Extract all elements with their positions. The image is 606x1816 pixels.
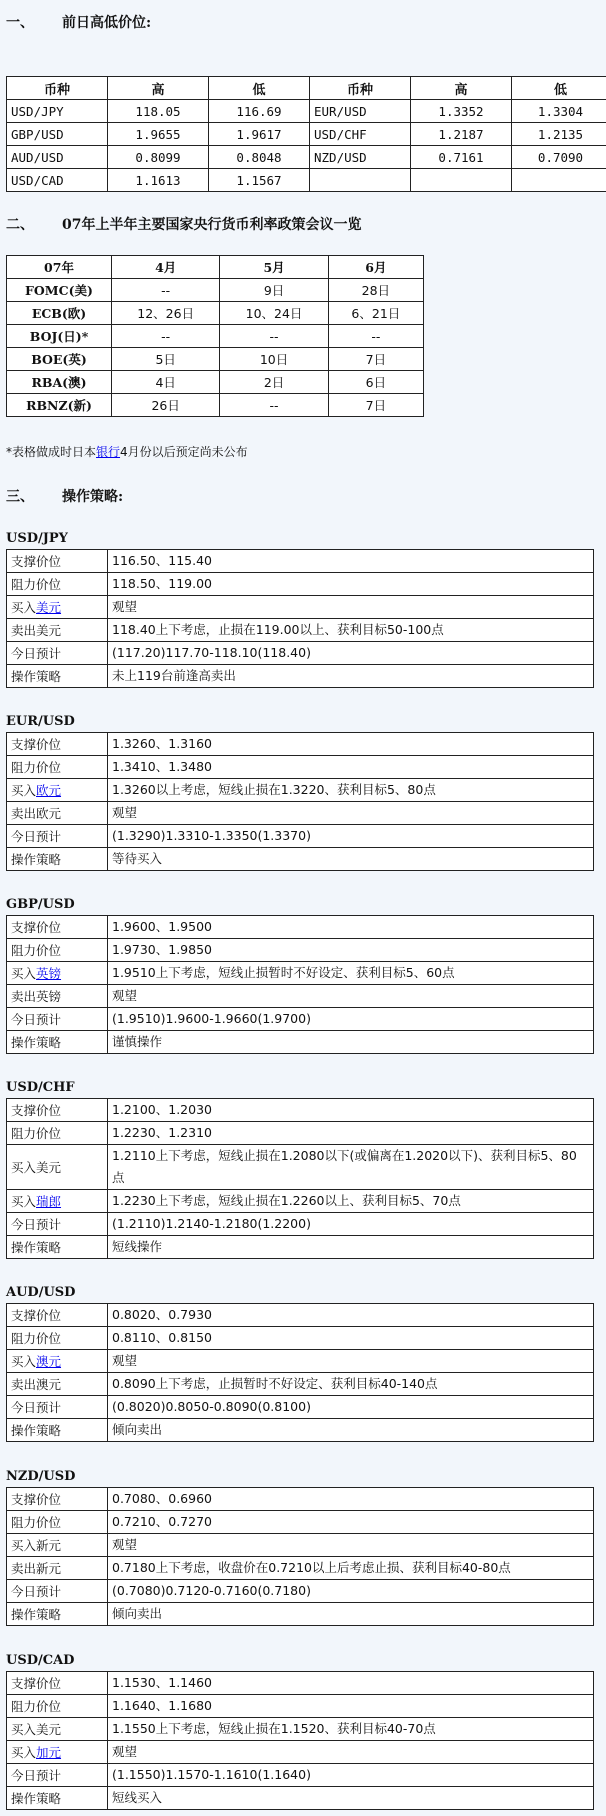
table-row [7, 916, 594, 939]
table-row [7, 1190, 594, 1213]
header-cell: 高 [108, 77, 209, 100]
row-value: (1.3290)1.3310-1.3350(1.3370) [108, 825, 594, 848]
row-value: 短线买入 [108, 1787, 594, 1810]
row-label-text: 今日预计 [11, 829, 62, 844]
date-cell: -- [112, 279, 220, 302]
pair-cell: USD/CAD [7, 169, 108, 192]
table-row [7, 1236, 594, 1259]
row-label [7, 1008, 108, 1031]
header-cell: 6月 [328, 256, 423, 279]
table-row [7, 733, 594, 756]
date-cell: -- [328, 325, 423, 348]
row-label-text: 买入 [11, 783, 37, 798]
date-cell: 6日 [328, 371, 423, 394]
date-cell: 2日 [220, 371, 328, 394]
section-number: 一、 [6, 15, 34, 31]
row-value: 短线操作 [108, 1236, 594, 1259]
currency-link[interactable]: 澳元 [36, 1354, 62, 1369]
row-label [7, 1236, 108, 1259]
row-value: 谨慎操作 [108, 1031, 594, 1054]
value-cell: 0.8048 [209, 146, 310, 169]
row-label-text: 买入 [11, 1745, 37, 1760]
row-label-text: 支撑价位 [11, 920, 62, 935]
row-value: 倾向卖出 [108, 1603, 594, 1626]
value-cell: 1.2187 [411, 123, 512, 146]
row-value: (1.1550)1.1570-1.1610(1.1640) [108, 1764, 594, 1787]
row-label [7, 1373, 108, 1396]
row-label [7, 1327, 108, 1350]
row-label-text: 买入 [11, 966, 37, 981]
row-label-text: 支撑价位 [11, 1492, 62, 1507]
row-label [7, 1534, 108, 1557]
row-label-text: 今日预计 [11, 1584, 62, 1599]
date-cell: 5日 [112, 348, 220, 371]
row-value: 116.50、115.40 [108, 550, 594, 573]
value-cell: 0.7161 [411, 146, 512, 169]
currency-link[interactable]: 英镑 [36, 966, 62, 981]
row-value: 1.3260以上考虑，短线止损在1.3220、获利目标5、80点 [108, 779, 594, 802]
currency-link[interactable]: 瑞郎 [36, 1194, 62, 1209]
header-cell: 低 [512, 77, 606, 100]
row-value: 1.3410、1.3480 [108, 756, 594, 779]
price-table [6, 76, 606, 192]
table-row [7, 169, 606, 192]
table-row [7, 1419, 594, 1442]
section-title: 操作策略: [62, 489, 124, 505]
table-row [7, 1145, 594, 1190]
table-row [7, 825, 594, 848]
header-cell: 4月 [112, 256, 220, 279]
row-label [7, 802, 108, 825]
table-row [7, 146, 606, 169]
strategy-pair-title: GBP/USD [6, 897, 75, 912]
table-row [7, 1373, 594, 1396]
row-value: 1.1530、1.1460 [108, 1672, 594, 1695]
section-3-heading [6, 486, 123, 506]
row-label-text: 阻力价位 [11, 577, 62, 592]
row-value: (0.7080)0.7120-0.7160(0.7180) [108, 1580, 594, 1603]
table-row [7, 1304, 594, 1327]
row-label-text: 买入新元 [11, 1538, 62, 1553]
table-row [7, 1327, 594, 1350]
row-value: (1.2110)1.2140-1.2180(1.2200) [108, 1213, 594, 1236]
row-label [7, 642, 108, 665]
row-label-text: 买入美元 [11, 1160, 62, 1175]
row-label [7, 825, 108, 848]
date-cell: -- [112, 325, 220, 348]
row-label-text: 阻力价位 [11, 1515, 62, 1530]
header-cell: 低 [209, 77, 310, 100]
table-row [7, 802, 594, 825]
table-row [7, 1213, 594, 1236]
row-label-text: 操作策略 [11, 1035, 62, 1050]
pair-cell: GBP/USD [7, 123, 108, 146]
row-value: 未上119台前逢高卖出 [108, 665, 594, 688]
row-label-text: 操作策略 [11, 852, 62, 867]
strategy-pair-title: NZD/USD [6, 1469, 76, 1484]
row-value: 1.1550上下考虑，短线止损在1.1520、获利目标40-70点 [108, 1718, 594, 1741]
table-row [7, 642, 594, 665]
row-label [7, 573, 108, 596]
row-label [7, 1350, 108, 1373]
empty-cell [411, 169, 512, 192]
table-row [7, 756, 594, 779]
bank-cell: FOMC(美) [7, 279, 112, 302]
strategy-pair-title: USD/CHF [6, 1080, 75, 1095]
row-label [7, 1580, 108, 1603]
row-label-text: 阻力价位 [11, 1331, 62, 1346]
row-label [7, 916, 108, 939]
row-value: 118.40上下考虑，止损在119.00以上、获利目标50-100点 [108, 619, 594, 642]
header-cell: 高 [411, 77, 512, 100]
strategy-table [6, 732, 594, 871]
row-label [7, 939, 108, 962]
section-title: 07年上半年主要国家央行货币利率政策会议一览 [62, 217, 362, 233]
table-row [7, 1031, 594, 1054]
row-label-text: 卖出欧元 [11, 806, 62, 821]
row-value: 0.8020、0.7930 [108, 1304, 594, 1327]
table-row [7, 550, 594, 573]
row-value: 1.1640、1.1680 [108, 1695, 594, 1718]
row-label [7, 779, 108, 802]
row-label [7, 596, 108, 619]
row-value: 等待买入 [108, 848, 594, 871]
row-label [7, 985, 108, 1008]
row-label [7, 848, 108, 871]
row-label-text: 阻力价位 [11, 943, 62, 958]
row-label-text: 买入 [11, 1194, 37, 1209]
header-cell: 07年 [7, 256, 112, 279]
row-value: 观望 [108, 802, 594, 825]
table-row [7, 573, 594, 596]
date-cell: 7日 [328, 394, 423, 417]
pair-cell: AUD/USD [7, 146, 108, 169]
date-cell: 10、24日 [220, 302, 328, 325]
table-row [7, 985, 594, 1008]
row-value: 1.9730、1.9850 [108, 939, 594, 962]
row-value: 0.7210、0.7270 [108, 1511, 594, 1534]
row-value: 观望 [108, 1534, 594, 1557]
row-label [7, 1787, 108, 1810]
row-label-text: 支撑价位 [11, 1676, 62, 1691]
pair-cell: NZD/USD [310, 146, 411, 169]
row-label-text: 阻力价位 [11, 1126, 62, 1141]
row-label-text: 阻力价位 [11, 1699, 62, 1714]
pair-cell: USD/CHF [310, 123, 411, 146]
row-value: 0.7080、0.6960 [108, 1488, 594, 1511]
row-label [7, 1304, 108, 1327]
row-label-text: 今日预计 [11, 1012, 62, 1027]
row-label-text: 今日预计 [11, 1400, 62, 1415]
strategy-table [6, 549, 594, 688]
row-label-text: 操作策略 [11, 669, 62, 684]
row-label-text: 操作策略 [11, 1791, 62, 1806]
row-label [7, 1145, 108, 1190]
strategy-table [6, 1098, 594, 1259]
value-cell: 116.69 [209, 100, 310, 123]
row-value: (0.8020)0.8050-0.8090(0.8100) [108, 1396, 594, 1419]
table-row [7, 1764, 594, 1787]
row-label [7, 1672, 108, 1695]
row-value: (117.20)117.70-118.10(118.40) [108, 642, 594, 665]
row-value: 0.8090上下考虑，止损暂时不好设定、获利目标40-140点 [108, 1373, 594, 1396]
row-label [7, 550, 108, 573]
row-label [7, 1603, 108, 1626]
row-value: 观望 [108, 1741, 594, 1764]
row-label [7, 1718, 108, 1741]
strategy-pair-title: AUD/USD [6, 1285, 76, 1300]
row-value: 倾向卖出 [108, 1419, 594, 1442]
row-label [7, 1557, 108, 1580]
row-label [7, 665, 108, 688]
currency-link[interactable]: 美元 [36, 600, 62, 615]
row-value: 1.2230、1.2310 [108, 1122, 594, 1145]
row-label [7, 1031, 108, 1054]
row-label [7, 1396, 108, 1419]
row-label [7, 1695, 108, 1718]
row-label-text: 买入 [11, 1354, 37, 1369]
header-cell: 5月 [220, 256, 328, 279]
row-value: 观望 [108, 1350, 594, 1373]
header-cell: 币种 [310, 77, 411, 100]
value-cell: 1.3304 [512, 100, 606, 123]
bank-cell: RBA(澳) [7, 371, 112, 394]
strategy-table [6, 1487, 594, 1626]
table-row [7, 123, 606, 146]
footnote [6, 443, 248, 460]
table-row [7, 1718, 594, 1741]
row-label [7, 1764, 108, 1787]
row-value: 0.8110、0.8150 [108, 1327, 594, 1350]
table-row [7, 1511, 594, 1534]
table-row [7, 1672, 594, 1695]
row-label [7, 1511, 108, 1534]
pair-cell: EUR/USD [310, 100, 411, 123]
row-label-text: 买入美元 [11, 1722, 62, 1737]
row-label-text: 卖出新元 [11, 1561, 62, 1576]
row-label [7, 733, 108, 756]
empty-cell [310, 169, 411, 192]
row-value: 1.9600、1.9500 [108, 916, 594, 939]
row-label [7, 1122, 108, 1145]
price-table-header [7, 77, 606, 100]
bank-cell: BOE(英) [7, 348, 112, 371]
value-cell: 118.05 [108, 100, 209, 123]
section-2-heading [6, 214, 361, 234]
date-cell: 10日 [220, 348, 328, 371]
strategy-pair-title: USD/CAD [6, 1653, 75, 1668]
row-label-text: 操作策略 [11, 1240, 62, 1255]
strategy-pair-title: EUR/USD [6, 714, 75, 729]
strategy-table [6, 1303, 594, 1442]
table-row [7, 394, 424, 417]
value-cell: 0.8099 [108, 146, 209, 169]
row-label-text: 支撑价位 [11, 1308, 62, 1323]
date-cell: 28日 [328, 279, 423, 302]
row-label [7, 1741, 108, 1764]
row-label [7, 962, 108, 985]
value-cell: 1.9617 [209, 123, 310, 146]
table-row [7, 1350, 594, 1373]
table-row [7, 596, 594, 619]
row-label [7, 1190, 108, 1213]
value-cell: 1.1567 [209, 169, 310, 192]
row-value: (1.9510)1.9600-1.9660(1.9700) [108, 1008, 594, 1031]
date-cell: 12、26日 [112, 302, 220, 325]
value-cell: 1.3352 [411, 100, 512, 123]
table-row [7, 665, 594, 688]
table-row [7, 371, 424, 394]
value-cell: 1.2135 [512, 123, 606, 146]
table-row [7, 939, 594, 962]
strategy-pair-title: USD/JPY [6, 531, 68, 546]
row-label-text: 阻力价位 [11, 760, 62, 775]
table-row [7, 962, 594, 985]
row-value: 1.3260、1.3160 [108, 733, 594, 756]
row-value: 118.50、119.00 [108, 573, 594, 596]
table-row [7, 1488, 594, 1511]
row-label-text: 支撑价位 [11, 554, 62, 569]
table-row [7, 325, 424, 348]
header-cell: 币种 [7, 77, 108, 100]
strategy-table [6, 1671, 594, 1810]
value-cell: 1.9655 [108, 123, 209, 146]
table-row [7, 1099, 594, 1122]
table-row [7, 1534, 594, 1557]
table-row [7, 100, 606, 123]
row-label [7, 619, 108, 642]
table-row [7, 1122, 594, 1145]
bank-link[interactable]: 银行 [96, 445, 121, 459]
table-row [7, 302, 424, 325]
date-cell: 7日 [328, 348, 423, 371]
row-label-text: 操作策略 [11, 1423, 62, 1438]
row-label-text: 支撑价位 [11, 737, 62, 752]
date-cell: 4日 [112, 371, 220, 394]
row-label-text: 今日预计 [11, 646, 62, 661]
section-1-heading [6, 12, 151, 32]
row-label-text: 买入 [11, 600, 37, 615]
table-row [7, 1557, 594, 1580]
table-row [7, 1741, 594, 1764]
value-cell: 0.7090 [512, 146, 606, 169]
strategy-table [6, 915, 594, 1054]
table-row [7, 279, 424, 302]
row-label [7, 1419, 108, 1442]
row-value: 0.7180上下考虑，收盘价在0.7210以上后考虑止损、获利目标40-80点 [108, 1557, 594, 1580]
footnote-text: *表格做成时日本 [6, 445, 97, 459]
row-label-text: 卖出澳元 [11, 1377, 62, 1392]
table-row [7, 1008, 594, 1031]
section-title: 前日高低价位: [62, 15, 152, 31]
row-label [7, 1213, 108, 1236]
date-cell: -- [220, 325, 328, 348]
table-row [7, 1695, 594, 1718]
meeting-table [6, 255, 424, 417]
currency-link[interactable]: 加元 [36, 1745, 62, 1760]
row-label-text: 今日预计 [11, 1217, 62, 1232]
table-row [7, 1603, 594, 1626]
row-label-text: 支撑价位 [11, 1103, 62, 1118]
row-label-text: 卖出英镑 [11, 989, 62, 1004]
row-label-text: 卖出美元 [11, 623, 62, 638]
row-value: 观望 [108, 596, 594, 619]
table-row [7, 1580, 594, 1603]
empty-cell [512, 169, 606, 192]
row-value: 观望 [108, 985, 594, 1008]
date-cell: 6、21日 [328, 302, 423, 325]
row-label [7, 1099, 108, 1122]
table-row [7, 348, 424, 371]
table-row [7, 1396, 594, 1419]
currency-link[interactable]: 欧元 [36, 783, 62, 798]
bank-cell: ECB(欧) [7, 302, 112, 325]
row-value: 1.2110上下考虑，短线止损在1.2080以下(或偏离在1.2020以下)、获利目标5、80点 [108, 1145, 594, 1190]
row-label-text: 操作策略 [11, 1607, 62, 1622]
table-row [7, 619, 594, 642]
date-cell: -- [220, 394, 328, 417]
row-value: 1.2100、1.2030 [108, 1099, 594, 1122]
date-cell: 26日 [112, 394, 220, 417]
row-label-text: 今日预计 [11, 1768, 62, 1783]
bank-cell: BOJ(日)* [7, 325, 112, 348]
pair-cell: USD/JPY [7, 100, 108, 123]
row-label [7, 756, 108, 779]
row-label [7, 1488, 108, 1511]
section-number: 二、 [6, 217, 34, 233]
row-value: 1.2230上下考虑，短线止损在1.2260以上、获利目标5、70点 [108, 1190, 594, 1213]
table-row [7, 848, 594, 871]
bank-cell: RBNZ(新) [7, 394, 112, 417]
table-row [7, 1787, 594, 1810]
meeting-table-header [7, 256, 424, 279]
date-cell: 9日 [220, 279, 328, 302]
row-value: 1.9510上下考虑，短线止损暂时不好设定、获利目标5、60点 [108, 962, 594, 985]
table-row [7, 779, 594, 802]
footnote-text: 4月份以后预定尚未公布 [120, 445, 248, 459]
section-number: 三、 [6, 489, 34, 505]
value-cell: 1.1613 [108, 169, 209, 192]
